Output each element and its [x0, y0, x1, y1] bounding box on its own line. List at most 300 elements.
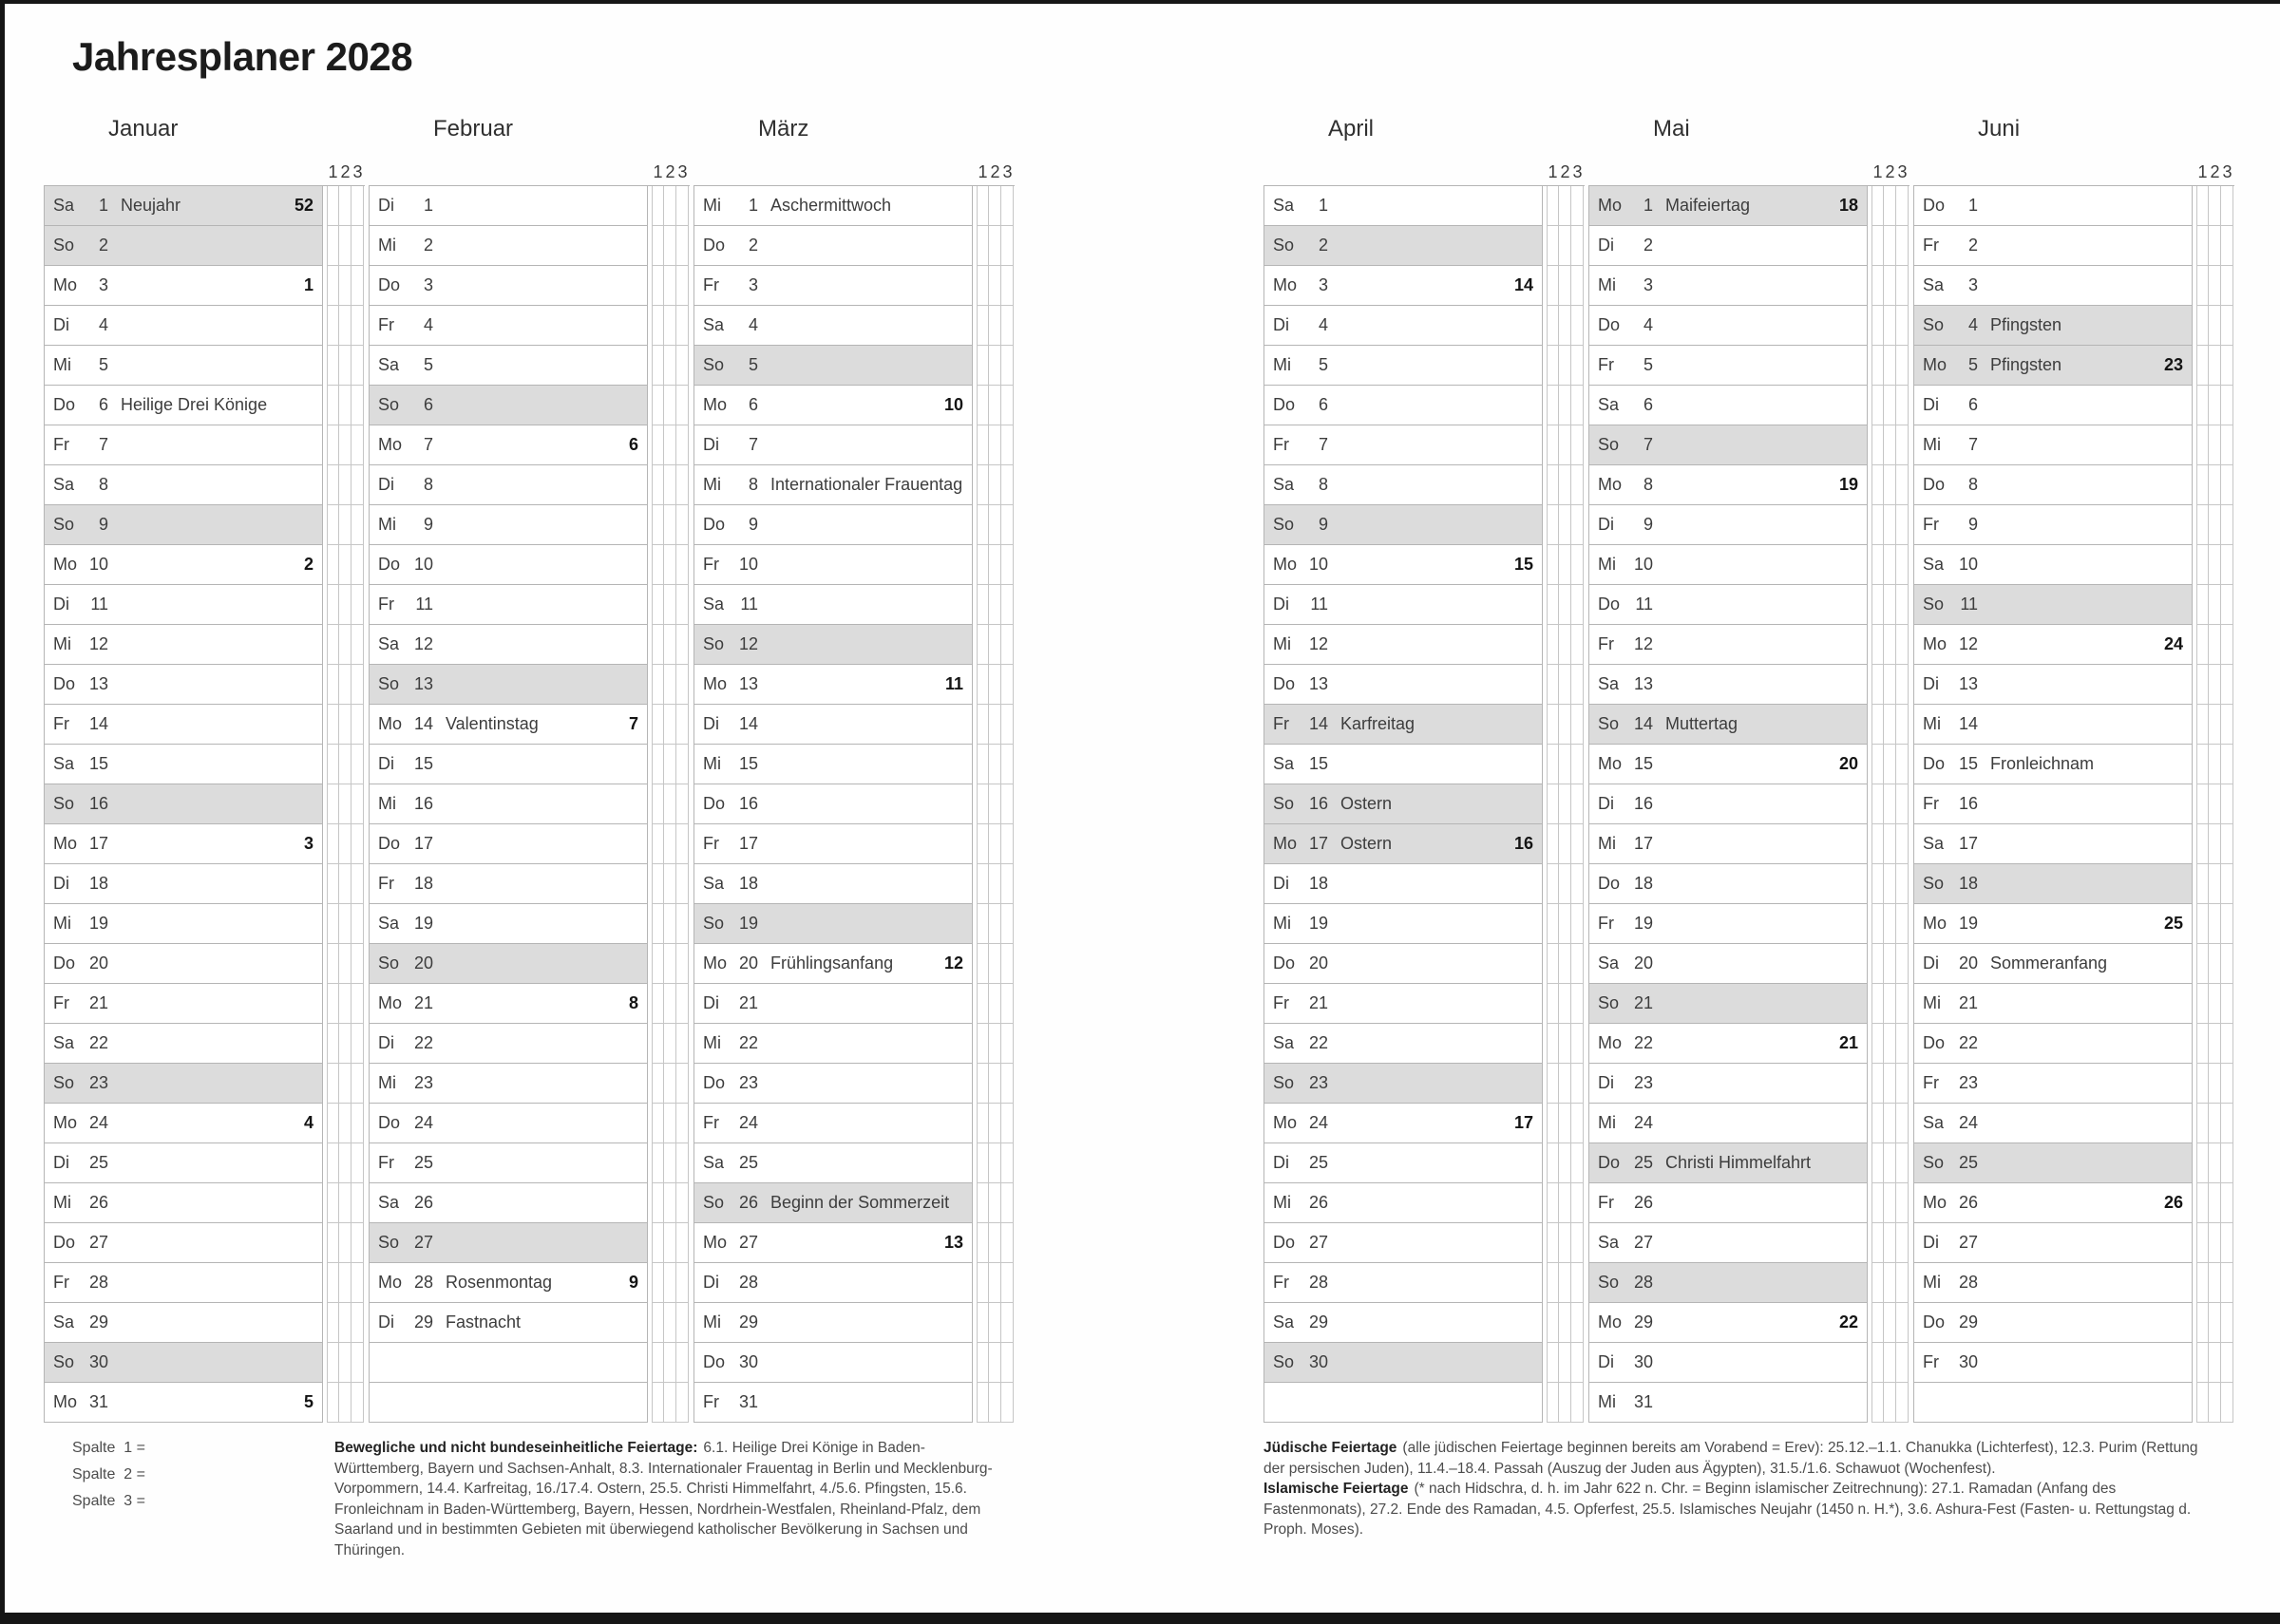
holiday-label: Ostern — [1340, 834, 1393, 853]
day-row — [369, 306, 690, 346]
spalte-cell-2 — [664, 1383, 676, 1423]
day-row — [694, 505, 1015, 545]
day-row — [1913, 186, 2234, 226]
weekday-label: Mo — [53, 1392, 78, 1411]
weekday-label: Fr — [1273, 714, 1289, 733]
spalte-cell-2 — [339, 1223, 352, 1263]
day-row — [44, 1143, 365, 1183]
spalte-cell-1 — [2196, 545, 2209, 585]
weekday-label: Sa — [1923, 555, 1945, 574]
day-row — [1588, 1104, 1910, 1143]
spalte-cell-1 — [1872, 386, 1884, 425]
day-number: 27 — [1308, 1233, 1328, 1252]
weekday-label: Do — [378, 555, 401, 574]
spalte-cell-3 — [2221, 1343, 2233, 1383]
day-row — [1588, 1064, 1910, 1104]
day-number: 23 — [413, 1073, 433, 1092]
spalte-cell-1 — [977, 705, 989, 745]
spalte-cell-1 — [1872, 425, 1884, 465]
spalte-cell-3 — [2221, 505, 2233, 545]
day-cell — [1264, 824, 1543, 864]
spalte-cell-3 — [2221, 1223, 2233, 1263]
day-cell — [694, 266, 973, 306]
day-number: 12 — [1958, 634, 1978, 653]
spalte-cell-1 — [327, 705, 339, 745]
weekday-label: Do — [378, 1113, 401, 1132]
day-row — [44, 1104, 365, 1143]
spalte-cell-3 — [2221, 226, 2233, 266]
spalte-header — [1588, 148, 1913, 185]
day-row — [1264, 505, 1585, 545]
day-row — [694, 386, 1015, 425]
spalte-cell-2 — [2209, 585, 2221, 625]
spalte-cell-3 — [2221, 944, 2233, 984]
day-row — [44, 984, 365, 1024]
weekday-label: Sa — [1273, 475, 1295, 494]
spalte-cell-3 — [2221, 585, 2233, 625]
day-number: 21 — [738, 993, 758, 1012]
weekday-label: Do — [703, 1352, 726, 1371]
day-number: 1 — [1643, 196, 1653, 215]
day-cell — [44, 824, 323, 864]
spalte-cell-3 — [1896, 386, 1909, 425]
footnote-movable-holidays — [334, 1438, 1005, 1560]
holiday-label: Maifeiertag — [1665, 196, 1751, 215]
day-row — [694, 824, 1015, 864]
day-cell — [369, 1383, 648, 1423]
spalte-cell-2 — [989, 465, 1001, 505]
day-cell — [1264, 1223, 1543, 1263]
day-number: 10 — [1308, 555, 1328, 574]
spalte-cell-3 — [1571, 1024, 1584, 1064]
spalte-cell-2 — [1884, 306, 1896, 346]
weekday-label: So — [703, 1193, 725, 1212]
spalte-cell-1 — [2196, 266, 2209, 306]
day-number: 26 — [413, 1193, 433, 1212]
weekday-label: Sa — [1598, 1233, 1620, 1252]
spalte-cell-1 — [1547, 1343, 1559, 1383]
day-row — [694, 545, 1015, 585]
week-number: 24 — [2163, 634, 2183, 653]
day-row — [369, 1064, 690, 1104]
day-rows — [694, 185, 1015, 1423]
weekday-label: Do — [703, 236, 726, 255]
holiday-label: Pfingsten — [1990, 315, 2062, 334]
footnote-islamic-text: (* nach Hidschra, d. h. im Jahr 622 n. Chr. = Beginn islamischer Zeitrechnung): 27.1. Ramadan (Anfang des Fastenmonats), 27.2. Ende des Ramadan, 4.5. Opferfest, 25.5. Islamisches Neujahr (1450 n. H.*), 3.6. Ashura-Fest (Fasten- u. Rettungstag d. Proph. Moses). — [1264, 1481, 2192, 1538]
day-number: 3 — [1967, 275, 1978, 294]
day-number: 19 — [738, 914, 758, 933]
day-number: 18 — [1633, 874, 1653, 893]
weekday-label: Mo — [1598, 1312, 1623, 1331]
weekday-label: Do — [53, 674, 76, 693]
spalte-cell-2 — [664, 186, 676, 226]
day-number: 19 — [1308, 914, 1328, 933]
spalte-cell-3 — [676, 1303, 689, 1343]
spalte-cell-1 — [977, 864, 989, 904]
spalte-cell-2 — [989, 625, 1001, 665]
spalte-header — [1264, 148, 1588, 185]
day-cell — [1913, 425, 2193, 465]
day-number: 26 — [88, 1193, 108, 1212]
spalte-cell-1 — [977, 346, 989, 386]
day-number: 9 — [1967, 515, 1978, 534]
spalte-cell-3 — [2221, 1383, 2233, 1423]
day-row — [694, 1383, 1015, 1423]
spalte-cell-2 — [989, 1183, 1001, 1223]
day-number: 22 — [1958, 1033, 1978, 1052]
day-row — [44, 864, 365, 904]
weekday-label: So — [1273, 515, 1295, 534]
weekday-label: So — [53, 794, 75, 813]
day-number: 29 — [88, 1312, 108, 1331]
spalte-cell-3 — [1896, 1143, 1909, 1183]
day-cell — [369, 306, 648, 346]
spalte-cell-3 — [1571, 346, 1584, 386]
day-row — [369, 824, 690, 864]
weekday-label: Mi — [378, 515, 396, 534]
spalte-cell-3 — [1571, 306, 1584, 346]
footnote-movable-paragraph — [334, 1438, 1005, 1560]
day-row — [1264, 864, 1585, 904]
spalte-cell-2 — [989, 1104, 1001, 1143]
day-row — [1588, 784, 1910, 824]
week-number: 5 — [303, 1392, 314, 1411]
spalte-cell-1 — [327, 346, 339, 386]
day-number: 8 — [748, 475, 758, 494]
spalte-cell-3 — [1896, 625, 1909, 665]
spalte-cell-3 — [352, 824, 364, 864]
spalte-cell-2 — [339, 1303, 352, 1343]
spalte-header-2: 2 — [1885, 162, 1895, 181]
spalte-cell-2 — [2209, 1104, 2221, 1143]
day-row — [1913, 625, 2234, 665]
weekday-label: Mo — [1923, 355, 1948, 374]
spalte-cell-1 — [1872, 944, 1884, 984]
day-cell — [369, 226, 648, 266]
spalte-cell-1 — [2196, 1024, 2209, 1064]
spalte-cell-1 — [652, 1064, 664, 1104]
day-row — [694, 266, 1015, 306]
spalte-cell-2 — [339, 1343, 352, 1383]
day-cell — [1264, 1143, 1543, 1183]
weekday-label: Mi — [1598, 555, 1616, 574]
day-cell — [1264, 1343, 1543, 1383]
spalte-cell-3 — [2221, 1064, 2233, 1104]
day-row — [1264, 1343, 1585, 1383]
day-cell — [44, 784, 323, 824]
spalte-cell-3 — [676, 1343, 689, 1383]
day-cell — [1264, 505, 1543, 545]
day-cell — [694, 1383, 973, 1423]
weekday-label: Mo — [703, 1233, 728, 1252]
spalte-cell-2 — [2209, 864, 2221, 904]
day-cell — [1264, 266, 1543, 306]
weekday-label: Di — [1273, 874, 1289, 893]
spalte-header-3: 3 — [1572, 162, 1583, 181]
spalte-cell-3 — [676, 186, 689, 226]
spalte-cell-1 — [1547, 824, 1559, 864]
spalte-cell-1 — [1547, 386, 1559, 425]
day-row — [1588, 346, 1910, 386]
spalte-cell-3 — [1896, 585, 1909, 625]
spalte-cell-3 — [676, 585, 689, 625]
day-row — [44, 306, 365, 346]
holiday-label: Heilige Drei Könige — [121, 395, 268, 414]
weekday-label: Fr — [1923, 1352, 1939, 1371]
week-number: 7 — [628, 714, 638, 733]
day-number: 30 — [88, 1352, 108, 1371]
day-number: 29 — [738, 1312, 758, 1331]
day-number: 8 — [1643, 475, 1653, 494]
spalte-cell-1 — [977, 1223, 989, 1263]
day-number: 17 — [88, 834, 108, 853]
day-number: 24 — [1958, 1113, 1978, 1132]
day-cell — [1264, 306, 1543, 346]
day-number: 14 — [1633, 714, 1653, 733]
spalte-cell-3 — [1571, 824, 1584, 864]
spalte-cell-2 — [339, 465, 352, 505]
day-cell — [1264, 1064, 1543, 1104]
spalte-cell-2 — [339, 1064, 352, 1104]
day-number: 2 — [748, 236, 758, 255]
spalte-cell-1 — [1547, 306, 1559, 346]
spalte-cell-2 — [989, 505, 1001, 545]
weekday-label: So — [53, 236, 75, 255]
day-row — [1588, 824, 1910, 864]
day-row — [44, 665, 365, 705]
weekday-label: Mo — [1923, 634, 1948, 653]
day-number: 4 — [1318, 315, 1328, 334]
spalte-cell-3 — [1001, 1183, 1014, 1223]
weekday-label: Di — [53, 315, 69, 334]
weekday-label: Mo — [1598, 754, 1623, 773]
spalte-cell-2 — [989, 186, 1001, 226]
weekday-label: Mo — [53, 555, 78, 574]
day-row — [1588, 425, 1910, 465]
day-cell — [1264, 585, 1543, 625]
spalte-cell-3 — [352, 944, 364, 984]
weekday-label: Do — [1598, 874, 1621, 893]
spalte-cell-3 — [2221, 864, 2233, 904]
day-cell — [44, 1343, 323, 1383]
spalte-cell-1 — [2196, 705, 2209, 745]
spalte-cell-2 — [1559, 186, 1571, 226]
weekday-label: Mo — [1273, 834, 1298, 853]
spalte-cell-3 — [676, 1143, 689, 1183]
spalte-cell-2 — [1559, 1303, 1571, 1343]
spalte-cell-1 — [652, 1024, 664, 1064]
spalte-cell-2 — [1559, 306, 1571, 346]
spalte-cell-1 — [1872, 1303, 1884, 1343]
weekday-label: Do — [1598, 1153, 1621, 1172]
spalte-cell-3 — [1571, 864, 1584, 904]
weekday-label: Mo — [703, 674, 728, 693]
spalte-cell-1 — [977, 1383, 989, 1423]
day-number: 9 — [748, 515, 758, 534]
spalte-cell-3 — [352, 306, 364, 346]
day-cell — [1588, 705, 1868, 745]
day-number: 23 — [1958, 1073, 1978, 1092]
day-row — [1588, 1223, 1910, 1263]
spalte-cell-2 — [664, 306, 676, 346]
day-cell — [1588, 186, 1868, 226]
day-row — [1264, 266, 1585, 306]
day-number: 7 — [748, 435, 758, 454]
weekday-label: Do — [1273, 1233, 1296, 1252]
spalte-cell-1 — [977, 1024, 989, 1064]
weekday-label: So — [1273, 1352, 1295, 1371]
spalte-cell-2 — [664, 1303, 676, 1343]
day-row — [369, 625, 690, 665]
spalte-cell-2 — [1559, 585, 1571, 625]
day-number: 10 — [413, 555, 433, 574]
day-number: 5 — [748, 355, 758, 374]
spalte-cell-1 — [1872, 1104, 1884, 1143]
day-row — [694, 1263, 1015, 1303]
week-number: 25 — [2163, 914, 2183, 933]
day-row — [1588, 465, 1910, 505]
day-cell — [1913, 346, 2193, 386]
day-cell — [369, 1064, 648, 1104]
spalte-cell-1 — [977, 386, 989, 425]
spalte-cell-2 — [2209, 824, 2221, 864]
spalte-cell-3 — [2221, 346, 2233, 386]
day-row — [1913, 306, 2234, 346]
day-row — [44, 266, 365, 306]
day-cell — [1264, 625, 1543, 665]
spalte-cell-3 — [676, 1064, 689, 1104]
weekday-label: Di — [378, 1033, 394, 1052]
spalte-cell-2 — [2209, 545, 2221, 585]
weekday-label: Di — [1923, 954, 1939, 973]
day-row — [1588, 226, 1910, 266]
spalte-cell-3 — [676, 465, 689, 505]
weekday-label: Fr — [1598, 914, 1614, 933]
weekday-label: Mo — [1598, 475, 1623, 494]
spalte-cell-3 — [676, 784, 689, 824]
spalte-cell-2 — [1559, 545, 1571, 585]
day-number: 8 — [1967, 475, 1978, 494]
week-number: 14 — [1513, 275, 1533, 294]
day-number: 16 — [88, 794, 108, 813]
spalte-cell-2 — [339, 186, 352, 226]
day-number: 13 — [1308, 674, 1328, 693]
day-row — [44, 585, 365, 625]
day-row — [694, 1343, 1015, 1383]
spalte-cell-2 — [1884, 1064, 1896, 1104]
spalte-cell-1 — [652, 1183, 664, 1223]
day-number: 30 — [738, 1352, 758, 1371]
month-februar — [369, 116, 694, 1423]
spalte-cell-2 — [1884, 1143, 1896, 1183]
spalte-cell-1 — [1547, 944, 1559, 984]
spalte-cell-2 — [1559, 1143, 1571, 1183]
spalte-cell-1 — [2196, 824, 2209, 864]
holiday-label: Valentinstag — [446, 714, 539, 733]
weekday-label: Sa — [53, 1312, 75, 1331]
spalte-cell-3 — [1896, 266, 1909, 306]
day-row — [1588, 665, 1910, 705]
spalte-cell-2 — [2209, 505, 2221, 545]
weekday-label: Mi — [1923, 435, 1941, 454]
day-number: 10 — [1633, 555, 1653, 574]
holiday-label: Frühlingsanfang — [770, 954, 894, 973]
spalte-cell-1 — [2196, 1343, 2209, 1383]
day-row — [1913, 705, 2234, 745]
day-row — [694, 465, 1015, 505]
spalte-cell-3 — [1571, 1343, 1584, 1383]
weekday-label: Do — [53, 1233, 76, 1252]
spalte-cell-2 — [989, 226, 1001, 266]
weekday-label: Fr — [53, 714, 69, 733]
month-name: Februar — [433, 116, 514, 142]
spalte-cell-3 — [1001, 824, 1014, 864]
day-cell — [1588, 545, 1868, 585]
day-number: 25 — [1958, 1153, 1978, 1172]
spalte-cell-3 — [2221, 784, 2233, 824]
weekday-label: Do — [1273, 954, 1296, 973]
day-row — [1264, 1263, 1585, 1303]
day-row — [1913, 226, 2234, 266]
page-edge-top — [0, 0, 2280, 4]
weekday-label: Di — [53, 1153, 69, 1172]
spalte-cell-2 — [2209, 784, 2221, 824]
spalte-cell-3 — [1001, 1343, 1014, 1383]
day-number: 23 — [738, 1073, 758, 1092]
spalte-cell-1 — [977, 226, 989, 266]
day-row — [369, 1143, 690, 1183]
day-number: 8 — [423, 475, 433, 494]
spalte-cell-3 — [676, 625, 689, 665]
day-cell — [1264, 186, 1543, 226]
day-number: 27 — [413, 1233, 433, 1252]
spalte-cell-3 — [1896, 465, 1909, 505]
day-row — [44, 745, 365, 784]
spalte-header-3: 3 — [2222, 162, 2232, 181]
day-number: 9 — [98, 515, 108, 534]
weekday-label: Do — [703, 1073, 726, 1092]
weekday-label: Di — [1598, 515, 1614, 534]
day-cell — [369, 864, 648, 904]
spalte-cell-3 — [352, 665, 364, 705]
week-number: 21 — [1838, 1033, 1858, 1052]
day-number: 23 — [88, 1073, 108, 1092]
day-number: 18 — [88, 874, 108, 893]
day-number: 3 — [423, 275, 433, 294]
day-row — [1913, 1303, 2234, 1343]
spalte-cell-2 — [339, 226, 352, 266]
day-number: 19 — [88, 914, 108, 933]
day-row — [44, 505, 365, 545]
day-row — [694, 1024, 1015, 1064]
day-row — [694, 226, 1015, 266]
spalte-cell-1 — [1547, 425, 1559, 465]
spalte-cell-3 — [1571, 745, 1584, 784]
weekday-label: Mo — [1923, 1193, 1948, 1212]
weekday-label: Mo — [1598, 196, 1623, 215]
day-cell — [694, 904, 973, 944]
day-row — [1913, 824, 2234, 864]
day-row — [1264, 625, 1585, 665]
day-cell — [694, 824, 973, 864]
spalte-cell-3 — [1571, 665, 1584, 705]
weekday-label: Di — [1273, 1153, 1289, 1172]
day-row — [44, 186, 365, 226]
day-cell — [694, 226, 973, 266]
day-cell — [44, 1263, 323, 1303]
day-cell — [1264, 465, 1543, 505]
weekday-label: Mi — [378, 236, 396, 255]
